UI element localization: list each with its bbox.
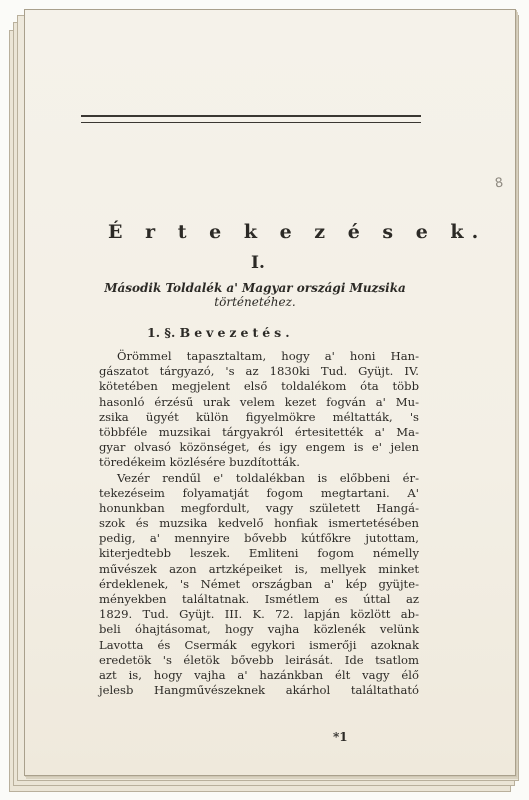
text-line: töredékeim közlésére buzdították.: [99, 455, 300, 470]
section-title: Bevezetés.: [179, 325, 294, 340]
text-line: azt is, hogy vajha a' hazánkban élt vagy élő: [99, 667, 419, 682]
chapter-numeral: I.: [251, 253, 265, 273]
section-heading: [147, 325, 294, 340]
text-line: beli óhajtásomat, hogy vajha közlenék velünk: [99, 622, 419, 637]
text-line: jelesb Hangművészeknek akárhol találtatható: [99, 683, 419, 698]
text-line: honunkban megfordult, vagy született Hangá-: [99, 500, 419, 515]
text-line: 1829. Tud. Gyüjt. III. K. 72. lapján közlött ab-: [99, 607, 419, 622]
signature-mark: *1: [333, 730, 348, 744]
text-line: ményekben találtatnak. Ismétlem es úttal az: [99, 592, 419, 606]
page-title: É r t e k e z é s e k.: [108, 221, 487, 243]
subtitle-line-1: Második Toldalék a' Magyar országi Muzsika: [104, 281, 406, 295]
text-line: művészek azon artzképeiket is, mellyek minket: [99, 561, 419, 576]
double-rule-divider: [81, 115, 421, 123]
text-line: többféle muzsikai tárgyakról értesitették a' Ma-: [99, 424, 419, 439]
text-line: kötetében megjelent első toldalékom óta több: [99, 379, 419, 394]
body-text: [99, 349, 419, 698]
pencil-mark: 8: [493, 175, 505, 192]
section-number: 1. §.: [147, 325, 176, 340]
text-line: kiterjedtebb leszek. Emliteni fogom némelly: [99, 546, 419, 561]
text-line: tekezéseim folyamatját fogom megtartani. A': [99, 485, 419, 500]
document-page: [24, 9, 516, 776]
text-line: gyar olvasó közönséget, és igy engem is e' jelen: [99, 440, 419, 455]
text-line: érdeklenek, 's Német országban a' kép gyüjte-: [99, 576, 419, 591]
subtitle-line-2: történetéhez.: [214, 295, 296, 309]
text-line: eredetök 's életök bővebb leirását. Ide tsatlom: [99, 652, 419, 667]
text-line: Vezér rendűl e' toldalékban is előbbeni ér-: [117, 470, 419, 485]
text-line: pedig, a' mennyire bővebb kútfőkre jutottam,: [99, 531, 419, 546]
text-line: Lavotta és Csermák egykori ismerőji azoknak: [99, 637, 419, 652]
text-line: gászatot tárgyazó, 's az 1830ki Tud. Gyüjt. IV.: [99, 364, 419, 379]
text-line: hasonló érzésű urak velem kezet fogván a' Mu-: [99, 394, 419, 409]
text-line: Örömmel tapasztaltam, hogy a' honi Han-: [117, 349, 419, 363]
text-line: zsika ügyét külön figyelmökre méltatták, 's: [99, 409, 419, 424]
text-line: szok és muzsika kedvelő honfiak ismertetésében: [99, 516, 419, 531]
